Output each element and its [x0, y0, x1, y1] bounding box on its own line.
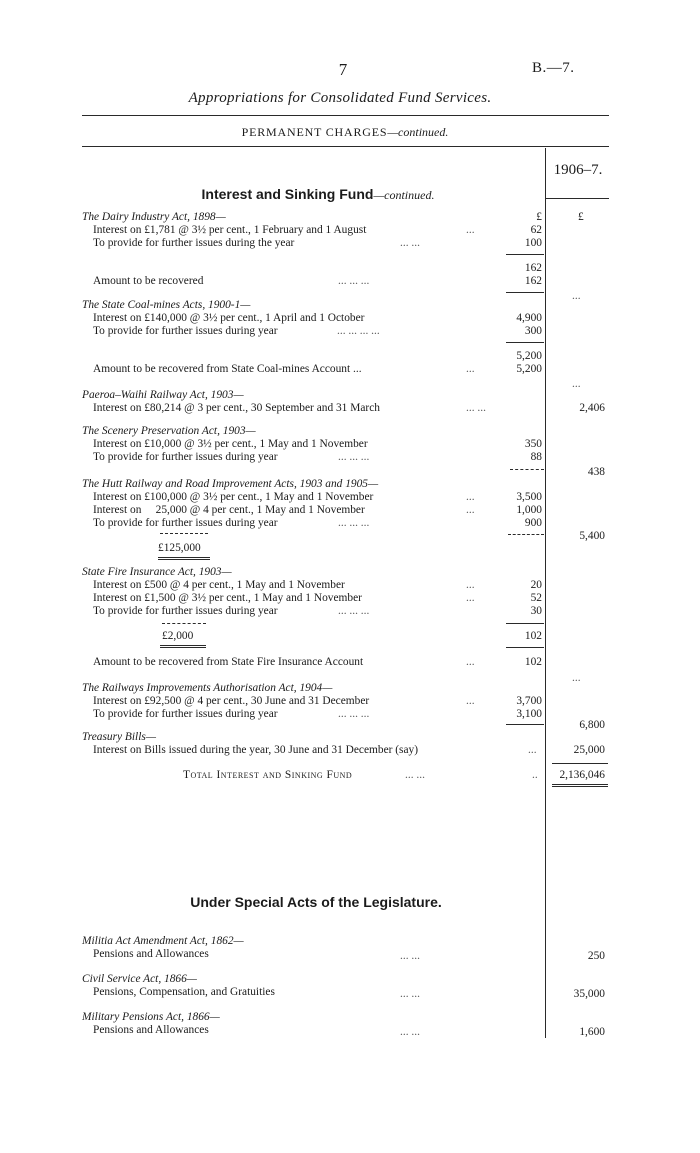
- fire-principal-total: £2,000: [162, 630, 194, 642]
- leader-dots: ..: [532, 769, 538, 781]
- paeroa-act-title: Paeroa–Waihi Railway Act, 1903—: [82, 389, 244, 401]
- coal-interest-amount: 4,900: [516, 312, 542, 324]
- principal-rule: [162, 623, 206, 624]
- fire-outer-dots: ...: [572, 672, 581, 684]
- railways-outer-amount: 6,800: [579, 719, 605, 731]
- railways-interest-amount: 3,700: [516, 695, 542, 707]
- leader-dots: ...: [466, 695, 475, 707]
- subtotal-rule: [506, 292, 544, 293]
- subtotal-rule: [506, 647, 544, 648]
- fire-act-title: State Fire Insurance Act, 1903—: [82, 566, 232, 578]
- dairy-recover-line: Amount to be recovered: [93, 275, 204, 287]
- dairy-subtotal: 162: [524, 262, 542, 274]
- military-pensions-amount: 1,600: [579, 1026, 605, 1038]
- subtotal-rule: [506, 724, 544, 725]
- militia-pensions-line: Pensions and Allowances: [93, 948, 209, 960]
- militia-act-title: Militia Act Amendment Act, 1862—: [82, 935, 244, 947]
- total-double-rule: [552, 784, 608, 787]
- fire-provision-amount: 30: [530, 605, 542, 617]
- total-rule: [552, 763, 608, 764]
- dairy-provision-amount: 100: [524, 237, 542, 249]
- title-rule: [82, 115, 609, 116]
- document-reference: B.—7.: [532, 60, 575, 76]
- leader-dots: ... ... ...: [338, 605, 370, 617]
- leader-dots: ...: [466, 579, 475, 591]
- principal-double-rule: [160, 645, 206, 648]
- fire-interest-amount-1: 20: [530, 579, 542, 591]
- principal-double-rule: [158, 557, 210, 560]
- treasury-outer-amount: 25,000: [573, 744, 605, 756]
- treasury-interest-line: Interest on Bills issued during the year, 30 June and 31 December (say): [93, 744, 419, 756]
- scenery-outer-amount: 438: [587, 466, 605, 478]
- pound-sign-outer: £: [578, 211, 584, 223]
- heading-main: Interest and Sinking Fund: [201, 186, 374, 202]
- year-column-header: 1906–7.: [553, 162, 603, 178]
- dairy-interest-line: Interest on £1,781 @ 3½ per cent., 1 February and 1 August: [93, 224, 367, 236]
- leader-dots: ...: [466, 224, 475, 236]
- militia-amount: 250: [587, 950, 605, 962]
- pound-sign-inner: £: [536, 211, 542, 223]
- coal-interest-line: Interest on £140,000 @ 3½ per cent., 1 April and 1 October: [93, 312, 365, 324]
- section-heading: [242, 125, 449, 140]
- railways-interest-line: Interest on £92,500 @ 4 per cent., 30 June and 31 December: [93, 695, 370, 707]
- page-title: Appropriations for Consolidated Fund Services.: [188, 90, 492, 106]
- hutt-outer-amount: 5,400: [579, 530, 605, 542]
- page-number: 7: [338, 60, 348, 79]
- leader-dots: ... ...: [400, 950, 420, 962]
- year-header-rule: [546, 198, 609, 199]
- leader-dots: ...: [528, 744, 537, 756]
- leader-dots: ...: [466, 504, 475, 516]
- railways-provision-line: To provide for further issues during year: [93, 708, 278, 720]
- hutt-interest-amount-1: 3,500: [516, 491, 542, 503]
- fire-recover-line: Amount to be recovered from State Fire Insurance Account: [93, 656, 364, 668]
- civil-service-amount: 35,000: [573, 988, 605, 1000]
- total-label: Total Interest and Sinking Fund: [183, 769, 353, 781]
- principal-rule: [160, 533, 208, 534]
- coal-subtotal: 5,200: [516, 350, 542, 362]
- coal-recover-amount: 5,200: [516, 363, 542, 375]
- hutt-interest-amount-2: 1,000: [516, 504, 542, 516]
- scenery-act-title: The Scenery Preservation Act, 1903—: [82, 425, 256, 437]
- hutt-principal-total: £125,000: [158, 542, 201, 554]
- leader-dots: ...: [466, 363, 475, 375]
- dairy-outer-dots: ...: [572, 290, 581, 302]
- leader-dots: ... ...: [400, 988, 420, 1000]
- scenery-provision-amount: 88: [530, 451, 542, 463]
- scenery-interest-line: Interest on £10,000 @ 3½ per cent., 1 May and 1 November: [93, 438, 368, 450]
- leader-dots: ... ... ...: [338, 517, 370, 529]
- treasury-act-title: Treasury Bills—: [82, 731, 156, 743]
- dairy-provision-line: To provide for further issues during the year: [93, 237, 295, 249]
- railways-act-title: The Railways Improvements Authorisation Act, 1904—: [82, 682, 333, 694]
- dairy-act-title: The Dairy Industry Act, 1898—: [82, 211, 226, 223]
- coal-outer-dots: ...: [572, 378, 581, 390]
- leader-dots: ...: [466, 656, 475, 668]
- railways-provision-amount: 3,100: [516, 708, 542, 720]
- subtotal-rule: [506, 254, 544, 255]
- hutt-act-title: The Hutt Railway and Road Improvement Acts, 1903 and 1905—: [82, 478, 379, 490]
- heading-continued: —continued.: [373, 188, 435, 202]
- coal-provision-line: To provide for further issues during year: [93, 325, 278, 337]
- paeroa-outer-amount: 2,406: [579, 402, 605, 414]
- civil-service-act-title: Civil Service Act, 1866—: [82, 973, 197, 985]
- paeroa-interest-line: Interest on £80,214 @ 3 per cent., 30 September and 31 March: [93, 402, 380, 414]
- grand-total-amount: 2,136,046: [559, 769, 605, 781]
- military-pensions-line: Pensions and Allowances: [93, 1024, 209, 1036]
- military-pensions-act-title: Military Pensions Act, 1866—: [82, 1011, 220, 1023]
- fire-provision-line: To provide for further issues during year: [93, 605, 278, 617]
- dairy-interest-amount: 62: [530, 224, 542, 236]
- section-main: PERMANENT CHARGES: [241, 125, 388, 139]
- leader-dots: ... ... ... ...: [337, 325, 380, 337]
- scenery-provision-line: To provide for further issues during year: [93, 451, 278, 463]
- leader-dots: ... ... ...: [338, 708, 370, 720]
- leader-dots: ...: [466, 592, 475, 604]
- hutt-provision-amount: 900: [524, 517, 542, 529]
- leader-dots: ... ...: [400, 1026, 420, 1038]
- scenery-interest-amount: 350: [524, 438, 542, 450]
- section-continued: —continued.: [387, 125, 449, 139]
- fire-subtotal: 102: [524, 630, 542, 642]
- fire-interest-line-1: Interest on £500 @ 4 per cent., 1 May and 1 November: [93, 579, 345, 591]
- coal-act-title: The State Coal-mines Acts, 1900-1—: [82, 299, 251, 311]
- special-acts-heading: Under Special Acts of the Legislature.: [190, 894, 442, 910]
- fire-interest-line-2: Interest on £1,500 @ 3½ per cent., 1 May and 1 November: [93, 592, 362, 604]
- subtotal-rule: [510, 469, 544, 470]
- interest-section-heading: [202, 186, 435, 204]
- leader-dots: ... ...: [400, 237, 420, 249]
- leader-dots: ... ...: [405, 769, 425, 781]
- hutt-interest-line-2: Interest on 25,000 @ 4 per cent., 1 May and 1 November: [93, 504, 365, 516]
- fire-recover-amount: 102: [524, 656, 542, 668]
- leader-dots: ... ...: [466, 402, 486, 414]
- fire-interest-amount-2: 52: [530, 592, 542, 604]
- section-rule: [82, 146, 609, 147]
- coal-provision-amount: 300: [524, 325, 542, 337]
- hutt-provision-line: To provide for further issues during year: [93, 517, 278, 529]
- subtotal-rule: [508, 534, 544, 535]
- coal-recover-line: Amount to be recovered from State Coal-mines Account ...: [93, 363, 362, 375]
- leader-dots: ...: [466, 491, 475, 503]
- hutt-interest-line-1: Interest on £100,000 @ 3½ per cent., 1 May and 1 November: [93, 491, 374, 503]
- leader-dots: ... ... ...: [338, 275, 370, 287]
- subtotal-rule: [506, 342, 544, 343]
- dairy-recover-amount: 162: [524, 275, 542, 287]
- subtotal-rule: [506, 623, 544, 624]
- civil-service-pensions-line: Pensions, Compensation, and Gratuities: [93, 986, 275, 998]
- column-divider: [545, 148, 546, 1038]
- leader-dots: ... ... ...: [338, 451, 370, 463]
